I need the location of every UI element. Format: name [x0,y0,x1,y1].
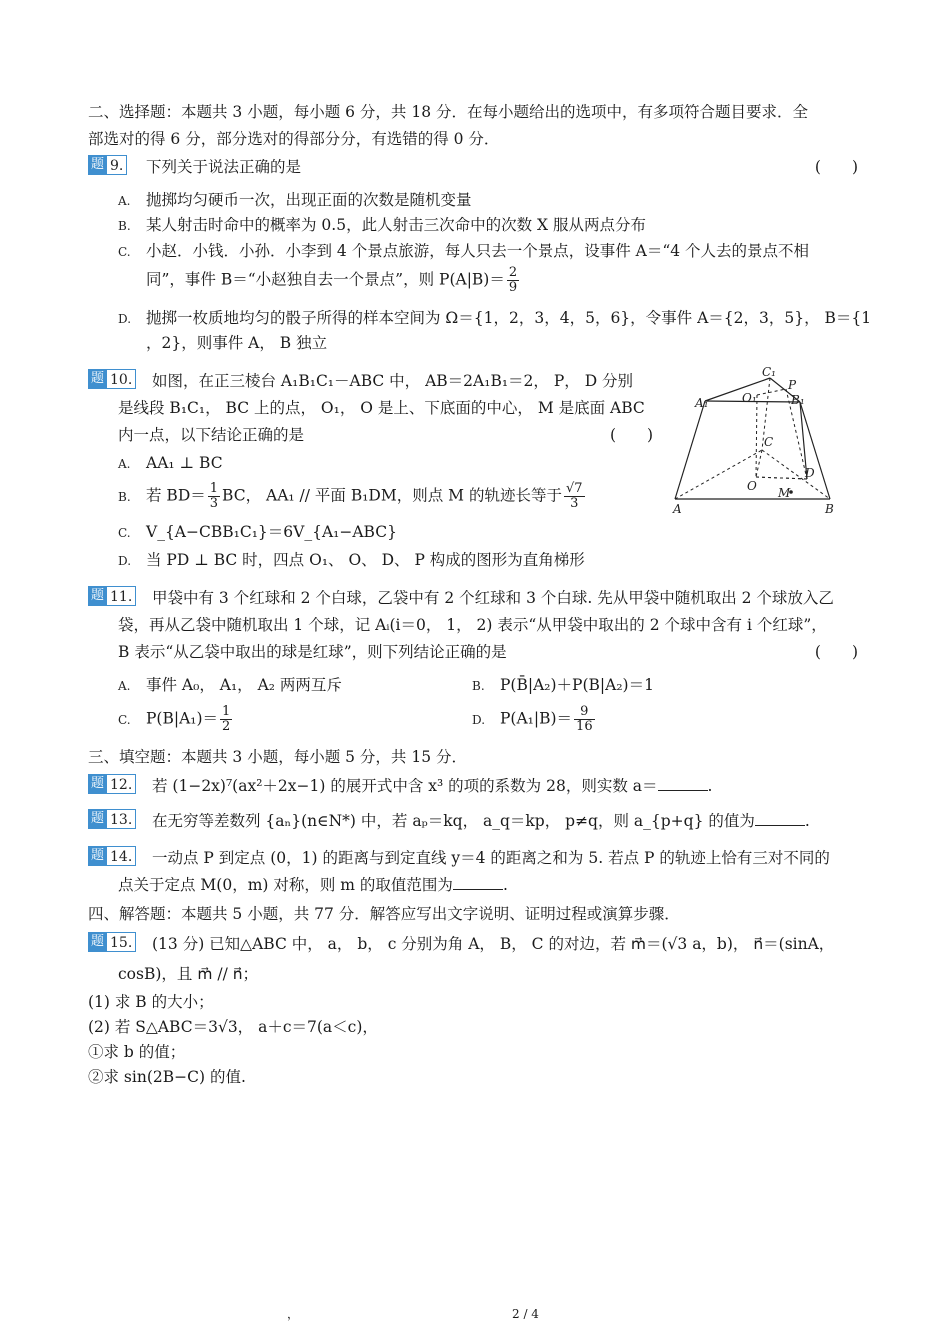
q9-option-c [118,239,809,261]
fraction: $\frac{√7}{3}$ [565,481,583,511]
question-tag-11 [88,586,136,606]
q14-line2: 点关于定点 M(0，m) 对称，则 m 的取值范围为 . [118,876,508,894]
option-text: V_{A−CBB₁C₁}＝6V_{A₁−ABC} [146,523,397,541]
option-text: AA₁ ⊥ BC [146,454,223,472]
q10-option-b [118,482,587,511]
question-number: 15. [107,932,136,952]
option-label: B. [472,679,485,693]
q15-line1: (13 分) 已知△ABC 中， a， b， c 分别为角 A， B， C 的对边，若 m⃗＝(√3 a，b)， n⃗＝(sinA， [152,935,835,953]
option-text: P(B̄|A₂)＋P(B|A₂)＝1 [500,676,654,694]
answer-blank[interactable] [755,811,805,826]
fraction: $\frac{2}{9}$ [508,265,518,295]
fig-label-a: A [673,502,682,516]
q15-part2: (2) 若 S△ABC＝3√3， a＋c＝7(a＜c)， [88,1018,378,1036]
option-text: 抛掷一枚质地均匀的骰子所得的样本空间为 Ω＝{1，2，3，4，5，6}，令事件 A＝{2，3，5}， B＝{1 [146,309,872,327]
option-label: C. [118,712,131,727]
q10-stem-line3: 内一点，以下结论正确的是 [118,426,305,444]
question-tag-15 [88,932,136,952]
q9-option-b [118,213,646,235]
q9-option-d-cont: ，2}，则事件 A， B 独立 [146,334,328,352]
section-2-header-line1: 二、选择题：本题共 3 小题，每小题 6 分，共 18 分．在每小题给出的选项中，有多项符合题目要求．全 [88,103,809,121]
tag-label: 题 [88,586,107,606]
q9-option-d [118,306,871,328]
option-label: B. [118,219,131,233]
fig-label-c: C [764,435,774,449]
option-text: 若 BD＝ [146,486,206,505]
answer-blank[interactable] [453,875,503,890]
tag-label: 题 [88,932,107,952]
question-number: 12. [107,774,136,794]
tag-label: 题 [88,846,107,866]
question-number: 11. [107,586,136,606]
q11-option-b [472,673,654,695]
question-tag-9 [88,155,127,175]
option-text: 小赵．小钱．小孙．小李到 4 个景点旅游，每人只去一个景点，设事件 A＝“4 个人去的景点不相 [146,242,810,260]
question-number: 10. [107,369,136,389]
option-text: BC， AA₁ // 平面 B₁DM，则点 M 的轨迹长等于 [222,486,562,505]
q10-stem-line2: 是线段 B₁C₁， BC 上的点， O₁， O 是上、下底面的中心， M 是底面 ABC [118,399,645,417]
option-label: A. [118,457,131,471]
option-label: C. [118,526,131,540]
q11-answer-paren: ( ) [814,643,858,661]
fraction: $\frac{9}{16}$ [576,704,593,734]
q15-part2-sub2: ②求 sin(2B−C) 的值. [88,1068,246,1086]
option-text: 当 PD ⊥ BC 时，四点 O₁、 O、 D、 P 构成的图形为直角梯形 [146,551,585,569]
q15-part2-sub1: ①求 b 的值； [88,1043,186,1061]
option-text: P(A₁|B)＝ [500,709,573,728]
option-text: 某人射击时命中的概率为 0.5，此人射击三次命中的次数 X 服从两点分布 [146,216,646,234]
q10-option-c [118,520,397,542]
section-4-header: 四、解答题：本题共 5 小题，共 77 分．解答应写出文字说明、证明过程或演算步骤． [88,905,680,923]
q10-answer-paren: ( ) [610,426,654,444]
option-text: 同”，事件 B＝“小赵独自去一个景点”，则 P(A|B)＝ [146,270,505,289]
q11-stem-line2: 袋，再从乙袋中随机取出 1 个球，记 Aᵢ(i＝0， 1， 2) 表示“从甲袋中取出的 2 个球中含有 i 个红球”， [118,616,827,634]
option-text: 抛掷均匀硬币一次，出现正面的次数是随机变量 [146,191,472,209]
question-tag-10 [88,369,136,389]
answer-blank[interactable] [658,776,708,791]
option-text: P(B|A₁)＝ [146,709,219,728]
tag-label: 题 [88,774,107,794]
fig-label-p: P [788,378,797,392]
frustum-figure [665,362,850,522]
q13-text: 在无穷等差数列 {aₙ}(n∈N*) 中，若 aₚ＝kq， a_q＝kp， p≠q，则 a_{p+q} 的值为 . [152,812,810,830]
option-text: 事件 A₀， A₁， A₂ 两两互斥 [146,676,342,694]
option-label: A. [118,679,131,693]
tag-label: 题 [88,155,107,175]
question-tag-14 [88,846,136,866]
q15-line2: cosB)，且 m⃗ // n⃗； [118,965,259,983]
fraction: $\frac{1}{3}$ [209,481,219,511]
page-number: 2 / 4 [512,1307,539,1321]
question-tag-13 [88,809,136,829]
fig-label-o1: O₁ [742,391,757,405]
fig-label-d: D [805,466,815,480]
section-2-header-line2: 部选对的得 6 分，部分选对的得部分分，有选错的得 0 分． [88,130,500,148]
tag-label: 题 [88,369,107,389]
q9-stem: 下列关于说法正确的是 [146,158,302,176]
q12-text: 若 (1−2x)⁷(ax²＋2x−1) 的展开式中含 x³ 的项的系数为 28，则实数 a＝ . [152,777,713,795]
tag-label: 题 [88,809,107,829]
option-label: D. [472,712,486,727]
q15-part1: (1) 求 B 的大小； [88,993,214,1011]
fig-label-c1: C₁ [762,365,776,379]
question-number: 13. [107,809,136,829]
q9-option-c-cont [146,266,521,295]
q11-option-d [472,705,597,734]
q14-line1: 一动点 P 到定点 (0，1) 的距离与到定直线 y＝4 的距离之和为 5. 若点 P 的轨迹上恰有三对不同的 [152,849,830,867]
question-number: 14. [107,846,136,866]
option-label: C. [118,245,131,259]
fraction: $\frac{1}{2}$ [222,704,231,734]
q11-stem-line3: B 表示“从乙袋中取出的球是红球”，则下列结论正确的是 [118,643,507,661]
q9-answer-paren: ( ) [814,158,858,176]
question-number: 9. [107,155,127,175]
q10-stem-line1: 如图，在正三棱台 A₁B₁C₁－ABC 中， AB＝2A₁B₁＝2， P， D 分别 [152,372,634,390]
q11-option-c [118,705,234,734]
option-label: D. [118,554,132,568]
fig-label-m: M [778,486,791,500]
footer-mark: ， [287,1307,300,1321]
q10-option-a [118,454,223,472]
fig-label-a1: A₁ [695,396,709,410]
fig-label-b1: B₁ [791,393,805,407]
fig-label-o: O [747,479,757,493]
q11-stem-line1: 甲袋中有 3 个红球和 2 个白球，乙袋中有 2 个红球和 3 个白球. 先从甲袋中随机取出 2 个球放入乙 [152,589,834,607]
q10-option-d [118,548,585,570]
fig-label-b: B [825,502,834,516]
option-label: A. [118,194,131,208]
section-3-header: 三、填空题：本题共 3 小题，每小题 5 分，共 15 分． [88,748,468,766]
q9-option-a [118,188,472,210]
option-label: B. [118,489,131,504]
option-label: D. [118,312,132,326]
q11-option-a [118,673,342,695]
question-tag-12 [88,774,136,794]
